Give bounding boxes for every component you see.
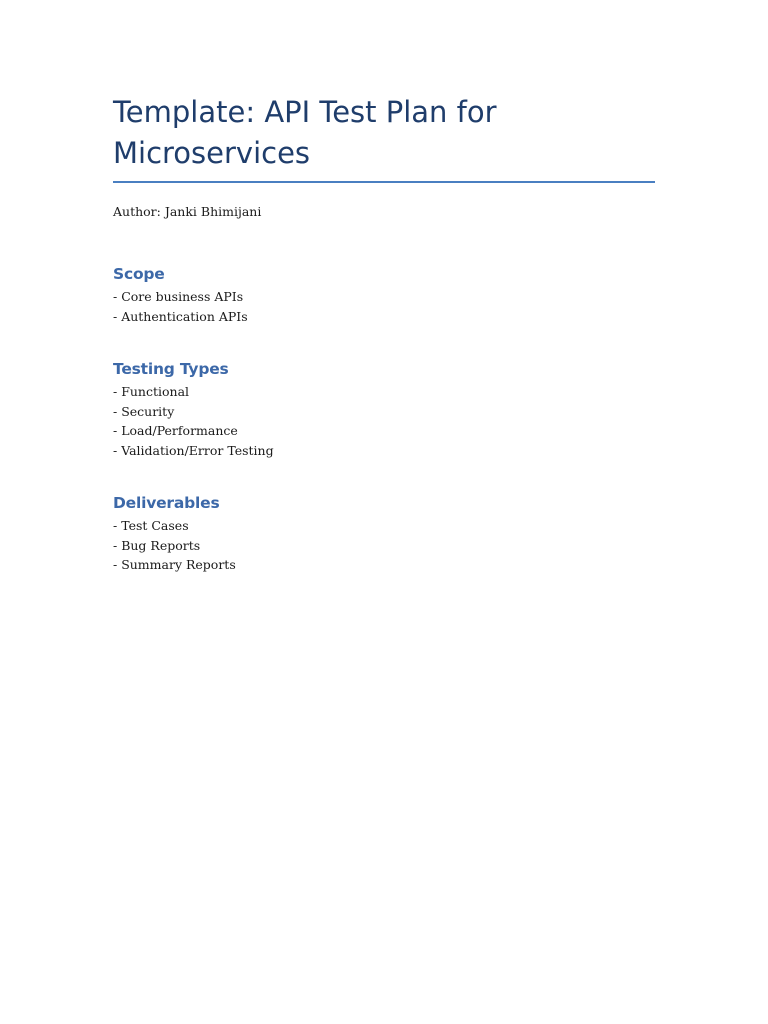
section-testing-types	[113, 359, 655, 460]
list-item: - Security	[113, 403, 175, 419]
document-body	[113, 92, 655, 575]
list-item: - Bug Reports	[113, 537, 201, 553]
list-item: - Test Cases	[113, 518, 189, 533]
section-heading-scope: Scope	[113, 265, 165, 283]
list-item: - Functional	[113, 384, 190, 399]
section-scope	[113, 264, 655, 326]
list-item: - Validation/Error Testing	[113, 442, 274, 458]
section-heading-deliverables: Deliverables	[113, 494, 220, 512]
list-item: - Load/Performance	[113, 423, 238, 438]
deliverables-list	[113, 516, 655, 575]
author-line: Author: Janki Bhimijani	[113, 204, 262, 219]
list-item: - Authentication APIs	[113, 308, 248, 324]
scope-list	[113, 287, 655, 326]
list-item: - Core business APIs	[113, 289, 244, 304]
testing-types-list	[113, 382, 655, 460]
list-item: - Summary Reports	[113, 557, 236, 572]
section-deliverables	[113, 493, 655, 575]
section-heading-testing-types: Testing Types	[113, 360, 229, 378]
document-title: Template: API Test Plan for Microservices	[113, 92, 655, 183]
